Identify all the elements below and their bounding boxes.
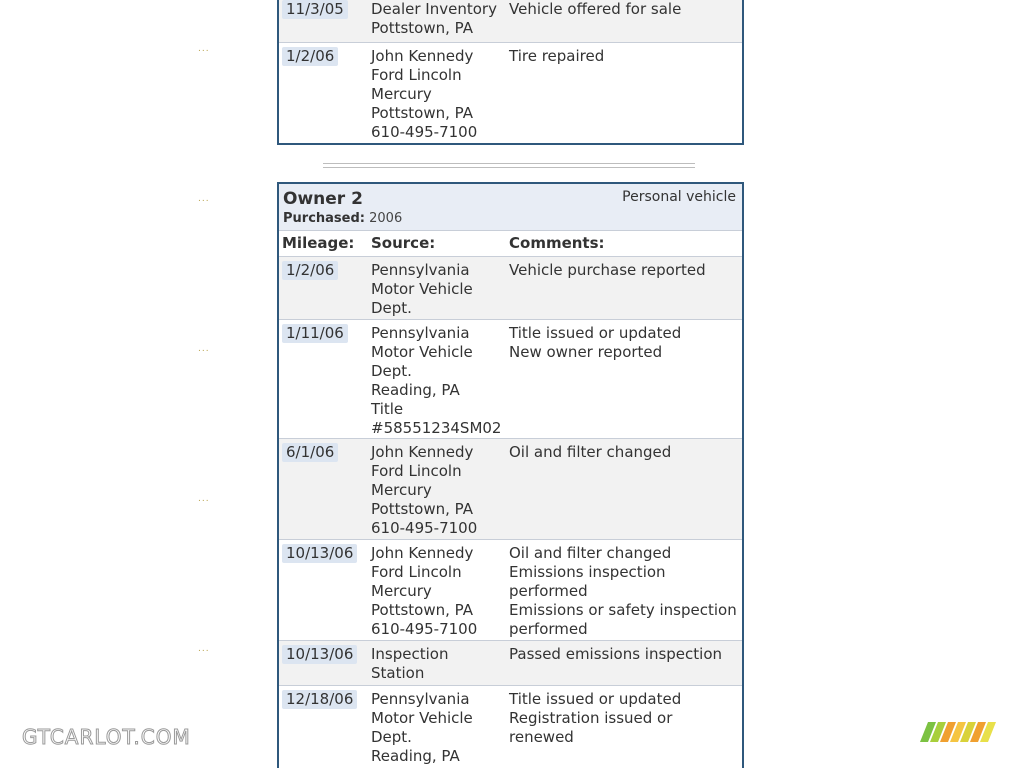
source-line: Ford Lincoln	[371, 66, 462, 84]
source-line: John Kennedy	[371, 544, 474, 562]
source-line: Mercury	[371, 481, 432, 499]
comment-line: New owner reported	[509, 343, 663, 361]
date-badge: 1/2/06	[282, 261, 338, 280]
source-line: Pottstown, PA	[371, 19, 473, 37]
source-line: John Kennedy	[371, 47, 474, 65]
header-comments: Comments:	[509, 234, 605, 252]
table-row	[279, 438, 742, 539]
comment-line: Registration issued or renewed	[509, 709, 673, 746]
table-row	[279, 42, 742, 143]
dots-marker: ...	[198, 344, 210, 354]
source-line: Inspection Station	[371, 645, 449, 682]
date-badge: 11/3/05	[282, 0, 348, 19]
date-badge: 6/1/06	[282, 443, 338, 462]
comment-line: Emissions or safety inspection	[509, 601, 737, 619]
source-line: 610-495-7100	[371, 123, 478, 141]
comment-line: Title issued or updated	[509, 690, 682, 708]
source-line: Motor Vehicle	[371, 280, 473, 298]
comment-line: Tire repaired	[509, 47, 605, 65]
source-line: Pottstown, PA	[371, 104, 473, 122]
source-line: Reading, PA	[371, 747, 460, 765]
source-line: Pennsylvania	[371, 324, 470, 342]
source-line: Mercury	[371, 582, 432, 600]
comment-line: Oil and filter changed	[509, 544, 672, 562]
source-line: Pottstown, PA	[371, 601, 473, 619]
purchased-info	[283, 211, 402, 226]
table-row	[279, 539, 742, 640]
source-line: Dept.	[371, 728, 412, 746]
owner-header	[279, 184, 742, 231]
column-headers	[279, 231, 742, 256]
source-line: John Kennedy	[371, 443, 474, 461]
owner2-history-table	[277, 182, 744, 768]
source-line: Pottstown, PA	[371, 500, 473, 518]
table-row	[279, 256, 742, 319]
date-badge: 1/2/06	[282, 47, 338, 66]
dots-marker: ...	[198, 194, 210, 204]
comment-line: Oil and filter changed	[509, 443, 672, 461]
source-line: Mercury	[371, 85, 432, 103]
comment-line: Vehicle offered for sale	[509, 0, 682, 18]
purchased-value: 2006	[369, 211, 403, 226]
header-source: Source:	[371, 234, 436, 252]
comment-line: performed	[509, 582, 588, 600]
owner1-history-table	[277, 0, 744, 145]
table-row	[279, 685, 742, 768]
dots-marker: ...	[198, 494, 210, 504]
comment-line: Vehicle purchase reported	[509, 261, 706, 279]
source-line: Dept.	[371, 299, 412, 317]
source-line: #58551234SM02	[371, 419, 502, 437]
table-row	[279, 319, 742, 438]
comment-line: Passed emissions inspection	[509, 645, 723, 663]
dots-marker: ...	[198, 644, 210, 654]
header-mileage: Mileage:	[282, 234, 355, 252]
source-line: Dept.	[371, 362, 412, 380]
source-line: Motor Vehicle	[371, 709, 473, 727]
table-row	[279, 0, 742, 42]
source-line: 610-495-7100	[371, 620, 478, 638]
date-badge: 10/13/06	[282, 645, 357, 664]
source-line: Motor Vehicle	[371, 343, 473, 361]
date-badge: 1/11/06	[282, 324, 348, 343]
date-badge: 10/13/06	[282, 544, 357, 563]
source-line: Pennsylvania	[371, 690, 470, 708]
table-row	[279, 640, 742, 685]
comment-line: performed	[509, 620, 588, 638]
striped-logo-icon	[920, 722, 1000, 742]
source-line: Title	[371, 400, 404, 418]
source-line: 610-495-7100	[371, 519, 478, 537]
comment-line: Title issued or updated	[509, 324, 682, 342]
vehicle-use-type: Personal vehicle	[622, 189, 736, 205]
dots-marker: ...	[198, 44, 210, 54]
source-line: Pennsylvania	[371, 261, 470, 279]
source-line: Dealer Inventory	[371, 0, 497, 18]
owner-title: Owner 2	[283, 189, 363, 209]
comment-line: Emissions inspection	[509, 563, 666, 581]
source-line: Reading, PA	[371, 381, 460, 399]
site-watermark: GTCARLOT.COM	[22, 725, 191, 749]
date-badge: 12/18/06	[282, 690, 357, 709]
section-divider	[323, 163, 695, 168]
source-line: Ford Lincoln	[371, 462, 462, 480]
purchased-label: Purchased:	[283, 211, 365, 226]
source-line: Ford Lincoln	[371, 563, 462, 581]
